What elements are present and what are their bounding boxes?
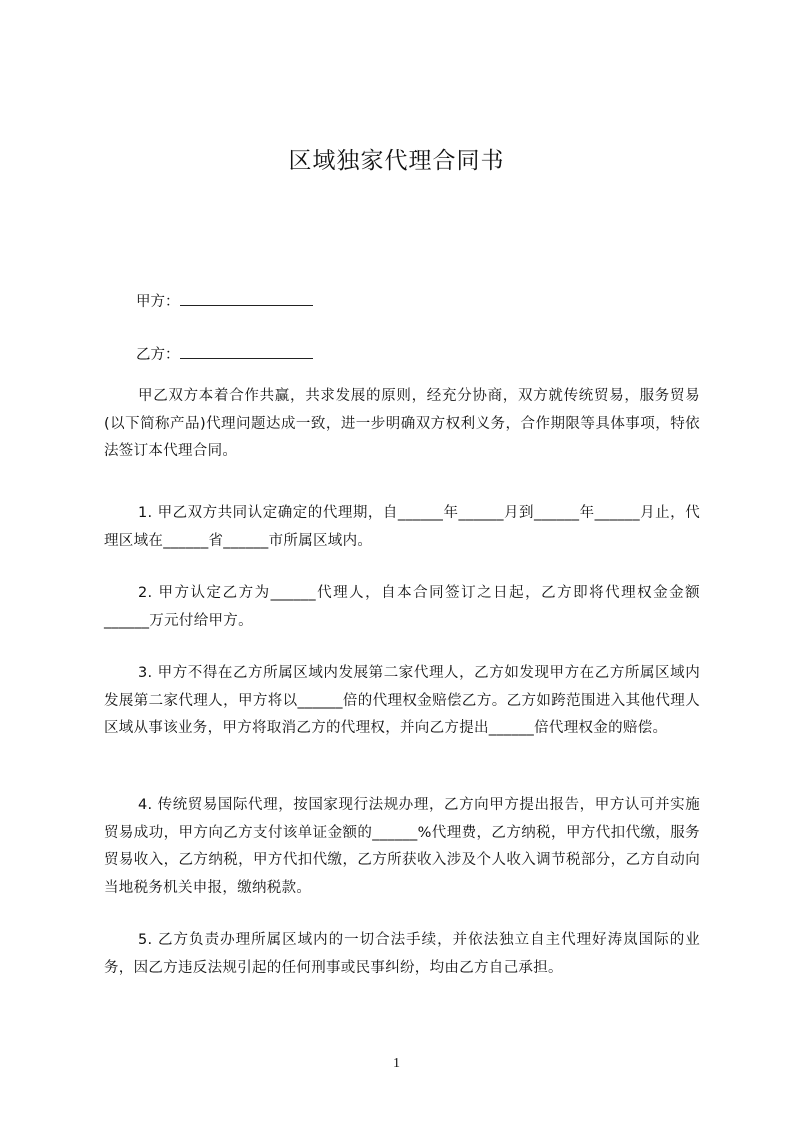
party-b-label: 乙方：	[136, 347, 180, 363]
preamble-paragraph: 甲乙双方本着合作共赢，共求发展的原则，经充分协商，双方就传统贸易，服务贸易(以下简称产品)代理问题达成一致，进一步明确双方权利义务，合作期限等具体事项，特依法签订本代理合同。	[104, 388, 700, 459]
clause-4-paragraph: 4. 传统贸易国际代理，按国家现行法规办理，乙方向甲方提出报告，甲方认可并实施贸易成功，甲方向乙方支付该单证金额的______%代理费，乙方纳税，甲方代扣代缴，服务贸易收入，乙方纳税，甲方代扣代缴，乙方所获收入涉及个人收入调节税部分，乙方自动向当地税务机关申报，缴纳税款。	[104, 797, 700, 896]
clause-5-paragraph: 5. 乙方负责办理所属区域内的一切合法手续，并依法独立自主代理好涛岚国际的业务，因乙方违反法规引起的任何刑事或民事纠纷，均由乙方自己承担。	[104, 932, 700, 976]
party-b-line	[136, 345, 313, 365]
party-a-blank	[180, 305, 313, 306]
clause-3-paragraph: 3. 甲方不得在乙方所属区域内发展第二家代理人，乙方如发现甲方在乙方所属区域内发展第二家代理人，甲方将以______倍的代理权金赔偿乙方。乙方如跨范围进入其他代理人区域从事该业务，甲方将取消乙方的代理权，并向乙方提出______倍代理权金的赔偿。	[104, 665, 700, 736]
clause-2-paragraph: 2. 甲方认定乙方为______代理人，自本合同签订之日起，乙方即将代理权金金额______万元付给甲方。	[104, 585, 700, 629]
party-a-line	[136, 292, 313, 312]
page-number: 1	[393, 1056, 400, 1071]
party-b-blank	[180, 358, 313, 359]
document-title: 区域独家代理合同书	[288, 148, 505, 174]
party-a-label: 甲方：	[136, 294, 180, 310]
clause-1-paragraph: 1. 甲乙双方共同认定确定的代理期，自______年______月到______年______月止，代理区域在______省______市所属区域内。	[104, 505, 700, 549]
